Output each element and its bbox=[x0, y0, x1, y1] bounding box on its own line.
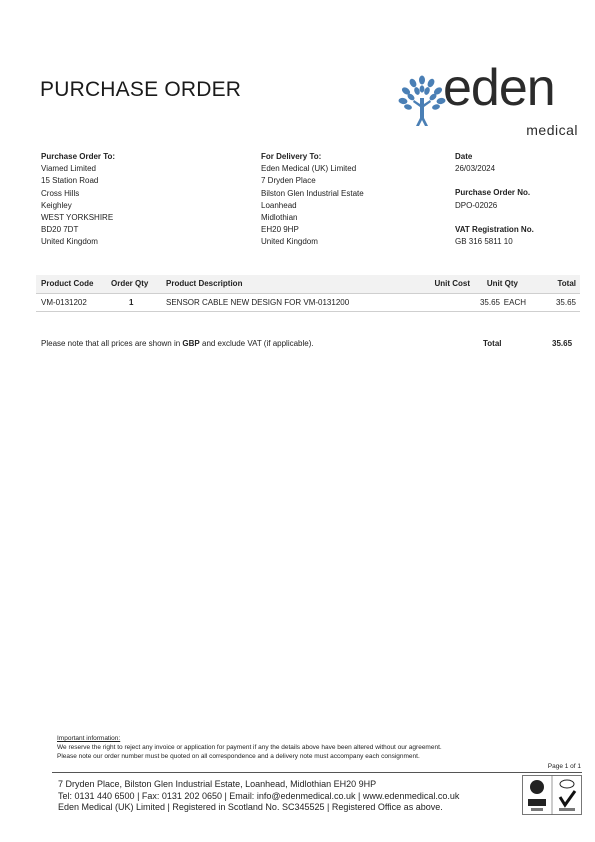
footer-registration: Eden Medical (UK) Limited | Registered in Scotland No. SC345525 | Registered Office as above. bbox=[58, 802, 443, 813]
address-line: Loanhead bbox=[261, 200, 297, 210]
cell-unit-qty: EACH bbox=[503, 298, 526, 307]
important-line: Please note our order number must be quoted on all correspondence and a delivery note must accompany each consignment. bbox=[57, 753, 420, 760]
logo-subtitle: medical bbox=[526, 122, 578, 138]
address-line: BD20 7DT bbox=[41, 225, 79, 235]
grand-total-label: Total bbox=[483, 339, 502, 348]
note-prefix: Please note that all prices are shown in bbox=[41, 339, 183, 348]
address-line: WEST YORKSHIRE bbox=[41, 213, 114, 223]
po-number-value: DPO-02026 bbox=[455, 200, 498, 210]
logo-wordmark: eden bbox=[443, 59, 555, 117]
page-title: PURCHASE ORDER bbox=[40, 78, 242, 101]
header-product-code: Product Code bbox=[41, 279, 94, 288]
address-line: United Kingdom bbox=[41, 237, 98, 247]
delivery-address bbox=[261, 151, 364, 249]
tree-logo-icon bbox=[398, 74, 446, 140]
important-line: We reserve the right to reject any invoice or application for payment if any the details above have been altered without our agreement. bbox=[57, 744, 442, 751]
address-line: Cross Hills bbox=[41, 188, 80, 198]
cell-product-code: VM-0131202 bbox=[41, 298, 87, 307]
table-row bbox=[36, 294, 580, 312]
address-line: Midlothian bbox=[261, 213, 298, 223]
grand-total-value: 35.65 bbox=[552, 339, 573, 348]
eden-medical-logo bbox=[398, 59, 580, 140]
important-information bbox=[57, 734, 442, 761]
address-line: 15 Station Road bbox=[41, 176, 99, 186]
note-currency: GBP bbox=[182, 339, 200, 348]
important-heading: Important information: bbox=[57, 735, 121, 742]
address-line: United Kingdom bbox=[261, 237, 318, 247]
header-order-qty: Order Qty bbox=[111, 279, 149, 288]
footer-address: 7 Dryden Place, Bilston Glen Industrial Estate, Loanhead, Midlothian EH20 9HP bbox=[58, 779, 377, 789]
header-unit-cost: Unit Cost bbox=[434, 279, 470, 288]
address-line: Keighley bbox=[41, 200, 72, 210]
date-label: Date bbox=[455, 152, 473, 161]
company-footer bbox=[58, 779, 459, 814]
page-number: Page 1 of 1 bbox=[547, 763, 581, 770]
address-line: Viamed Limited bbox=[41, 164, 96, 174]
note-suffix: and exclude VAT (if applicable). bbox=[199, 339, 314, 348]
cell-order-qty: 1 bbox=[129, 298, 134, 307]
order-items-table bbox=[36, 275, 580, 312]
header-total: Total bbox=[557, 279, 576, 288]
order-meta bbox=[455, 151, 534, 248]
date-value: 26/03/2024 bbox=[455, 164, 496, 174]
header-product-description: Product Description bbox=[166, 279, 243, 288]
po-number-label: Purchase Order No. bbox=[455, 188, 531, 198]
address-line: Bilston Glen Industrial Estate bbox=[261, 188, 364, 198]
iso-certification-icon bbox=[528, 780, 546, 811]
delivery-heading: For Delivery To: bbox=[261, 152, 322, 161]
cell-product-description: SENSOR CABLE NEW DESIGN FOR VM-0131200 bbox=[166, 298, 350, 307]
address-line: EH20 9HP bbox=[261, 225, 299, 235]
footer-contact: Tel: 0131 440 6500 | Fax: 0131 202 0650 | Email: info@edenmedical.co.uk | www.edenmedical.co.uk bbox=[58, 790, 460, 801]
order-to-address bbox=[41, 151, 115, 249]
address-line: 7 Dryden Place bbox=[261, 176, 316, 186]
certification-badges bbox=[522, 775, 582, 815]
order-to-heading: Purchase Order To: bbox=[41, 152, 116, 161]
vat-value: GB 316 5811 10 bbox=[455, 237, 513, 247]
cell-total: 35.65 bbox=[555, 298, 576, 307]
table-header bbox=[36, 275, 580, 294]
header-unit-qty: Unit Qty bbox=[486, 279, 518, 288]
vat-label: VAT Registration No. bbox=[455, 224, 534, 234]
checkmark-certification-icon bbox=[559, 780, 575, 811]
footer-divider bbox=[52, 772, 582, 773]
address-line: Eden Medical (UK) Limited bbox=[261, 164, 357, 174]
currency-note bbox=[41, 339, 314, 348]
cell-unit-cost: 35.65 bbox=[479, 298, 500, 307]
